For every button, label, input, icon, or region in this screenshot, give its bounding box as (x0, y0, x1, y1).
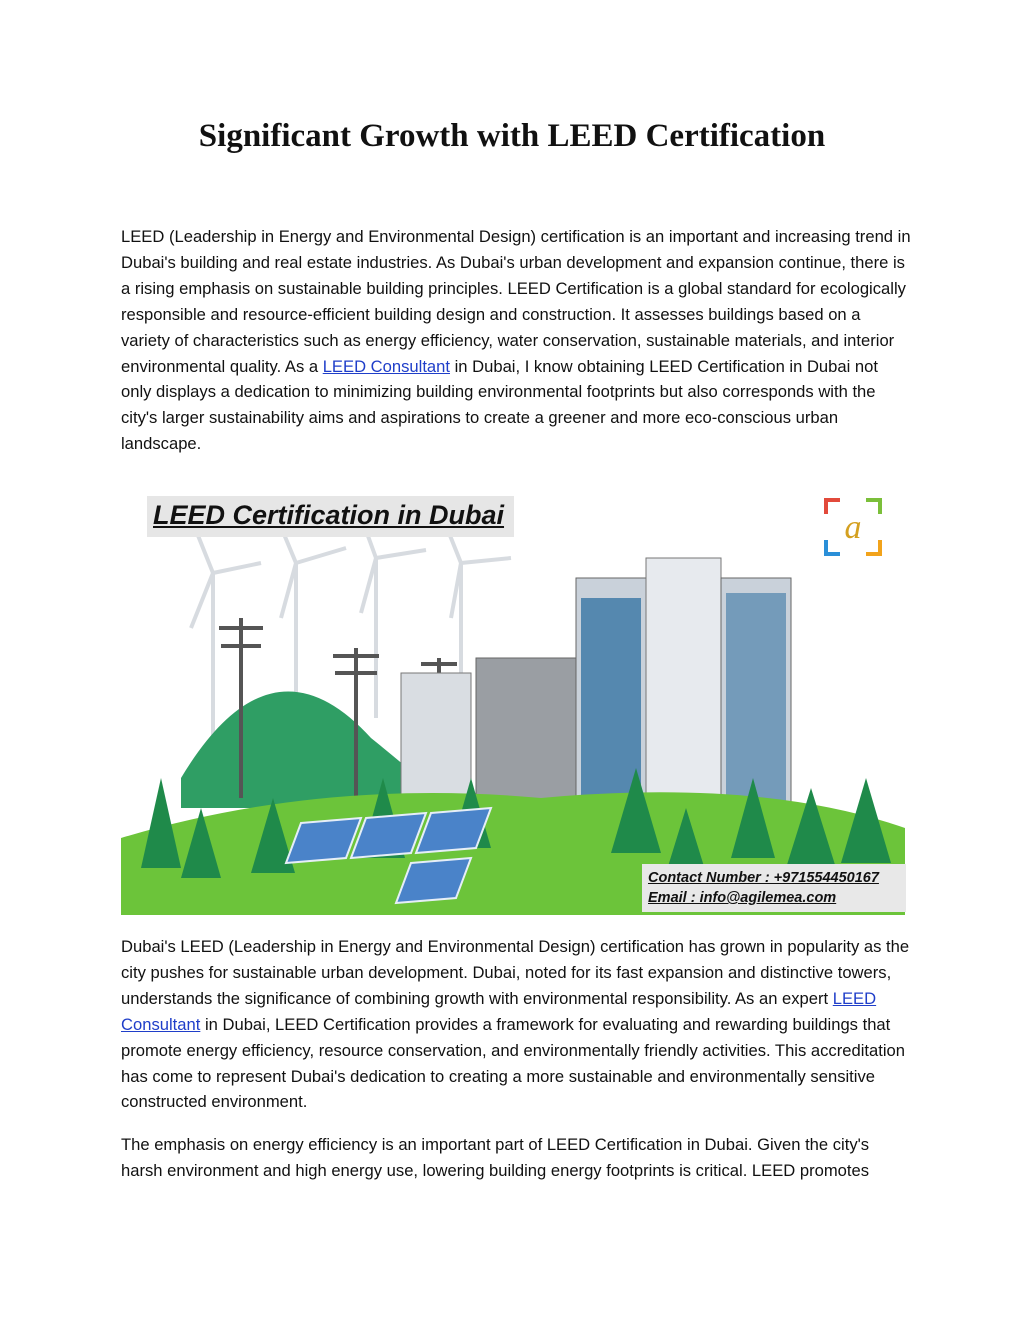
logo-letter: a (844, 509, 862, 546)
agile-logo (822, 496, 884, 558)
body1-text-2: in Dubai, LEED Certification provides a framework for evaluating and rewarding buildings that promote energy efficiency, resource conservation, and environmentally friendly activities. This accreditation has come to represent Dubai's dedication to creating a more sustainable and environmentally sensitive constructed environment. (121, 1014, 905, 1112)
logo-mark-icon (822, 496, 884, 558)
leed-illustration (121, 478, 905, 915)
intro-paragraph (121, 224, 911, 457)
leed-consultant-link-2[interactable]: LEED Consultant (121, 988, 877, 1034)
leed-consultant-link[interactable]: LEED Consultant (322, 356, 450, 376)
illustration-graphic (121, 478, 905, 915)
body1-text-1: Dubai's LEED (Leadership in Energy and Environmental Design) certification has grown in popularity as the city pushes for sustainable urban development. Dubai, noted for its fast expansion and distinctive towers, understands the significance of combining growth with environmental responsibility. As an expert (121, 937, 910, 1008)
intro-text-1: LEED (Leadership in Energy and Environmental Design) certification is an important and increasing trend in Dubai's building and real estate industries. As Dubai's urban development and expansion continue, there is a rising emphasis on sustainable building principles. LEED Certification is a global standard for ecologically responsible and resource-efficient building design and construction. It assesses buildings based on a variety of characteristics such as energy efficiency, water conservation, sustainable materials, and interior environmental quality. As a (121, 227, 911, 376)
page-title: Significant Growth with LEED Certification (198, 118, 826, 154)
contact-box (642, 864, 906, 912)
intro-text-2: in Dubai, I know obtaining LEED Certification in Dubai not only displays a dedication to minimizing building environmental footprints but also corresponds with the city's larger sustainability aims and aspirations to create a greener and more eco-conscious urban landscape. (121, 356, 878, 454)
contact-number: Contact Number : +971554450167 (648, 870, 879, 886)
figure-banner: LEED Certification in Dubai (147, 496, 514, 537)
contact-email: Email : info@agilemea.com (648, 890, 837, 906)
body-paragraph-1 (121, 934, 911, 1115)
body-paragraph-2: The emphasis on energy efficiency is an important part of LEED Certification in Dubai. Given the city's harsh environment and high energy use, lowering building energy footprints is critical. LEED promotes (121, 1135, 870, 1180)
